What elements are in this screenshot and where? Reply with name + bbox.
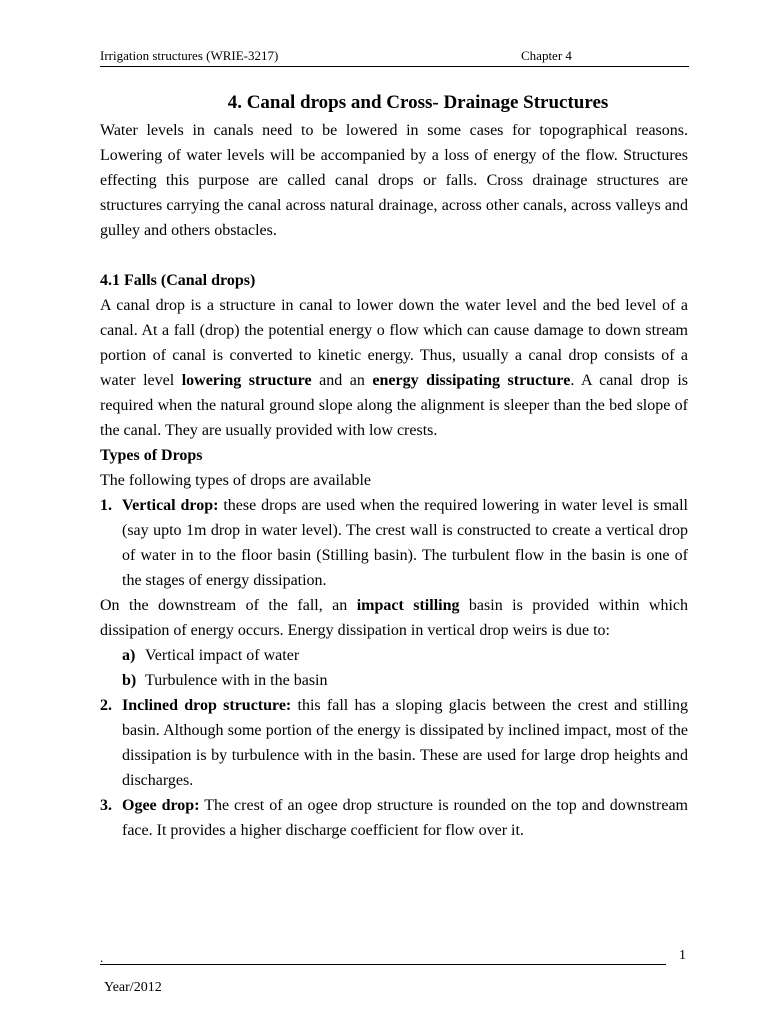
downstream-text-1: On the downstream of the fall, an (100, 597, 357, 614)
downstream-text-2: basin is provided within which dissipation of energy occurs. Energy dissipation in vertical drop weirs is due to: (100, 597, 689, 639)
falls-text-2: and an (311, 372, 373, 389)
falls-bold-lowering: lowering structure (181, 372, 312, 389)
list-item-turbulence (100, 668, 688, 693)
intro-paragraph: Water levels in canals need to be lowered in some cases for topographical reasons. Lowering of water levels will be accompanied by a loss of energy of the flow. Structures effecting this purpose are called canal drops or falls. Cross drainage structures are structures carrying the canal across natural drainage, across other canals, across valleys and gulley and others obstacles. (100, 122, 688, 239)
list-item-ogee-drop (100, 793, 688, 843)
ogee-drop-label: Ogee drop: (122, 797, 200, 814)
page-title: 4. Canal drops and Cross- Drainage Structures (227, 92, 609, 113)
footer-year: Year/2012 (104, 980, 162, 995)
vertical-drop-label: Vertical drop: (122, 497, 219, 514)
list-item-vertical-impact (100, 643, 688, 668)
list-item-text: Turbulence with in the basin (145, 672, 328, 689)
footer-dot: . (100, 950, 104, 965)
ogee-drop-text: The crest of an ogee drop structure is rounded on the top and downstream face. It provides a higher discharge coefficient for flow over it. (122, 797, 689, 839)
list-letter: a) (122, 647, 136, 664)
falls-text-3: . A canal drop is required when the natural ground slope along the alignment is sleeper than the bed slope of the canal. They are usually provided with low crests. (100, 372, 689, 439)
header-chapter: Chapter 4 (521, 48, 572, 63)
falls-paragraph (100, 293, 688, 443)
falls-text-1: A canal drop is a structure in canal to lower down the water level and the bed level of a canal. At a fall (drop) the potential energy o flow which can cause damage to down stream portion of canal is converted to kinetic energy. Thus, usually a canal drop consists of a water level (100, 297, 688, 389)
list-letter: b) (122, 672, 137, 689)
dissipation-causes-list (100, 643, 688, 693)
downstream-paragraph (100, 593, 688, 643)
list-item-inclined-drop (100, 693, 688, 793)
impact-stilling-bold: impact stilling (356, 597, 460, 614)
header-course: Irrigation structures (WRIE-3217) (100, 48, 279, 63)
section-heading-falls: 4.1 Falls (Canal drops) (100, 272, 256, 289)
list-number: 3. (100, 797, 112, 814)
vertical-drop-text: these drops are used when the required lowering in water level is small (say upto 1m drop in water level). The crest wall is constructed to create a vertical drop of water in to the floor basin (Stilling basin). The turbulent flow in the basin is one of the stages of energy dissipation. (122, 497, 689, 589)
running-header (100, 48, 689, 67)
list-item-text: Vertical impact of water (145, 647, 300, 664)
types-heading: Types of Drops (100, 447, 203, 464)
list-item-vertical-drop (100, 493, 688, 593)
falls-bold-energy: energy dissipating structure (372, 372, 571, 389)
types-intro: The following types of drops are available (100, 472, 372, 489)
inclined-drop-label: Inclined drop structure: (122, 697, 292, 714)
drop-types-list (100, 493, 688, 593)
main-text (100, 118, 688, 843)
drop-types-list-continued (100, 693, 688, 843)
list-number: 1. (100, 497, 112, 514)
footer-rule (100, 964, 666, 965)
inclined-drop-text: this fall has a sloping glacis between the crest and stilling basin. Although some portion of the energy is dissipated by inclined impact, most of the dissipation is by turbulence with in the basin. These are used for large drop heights and discharges. (122, 697, 688, 789)
page-number: 1 (679, 948, 686, 963)
list-number: 2. (100, 697, 112, 714)
